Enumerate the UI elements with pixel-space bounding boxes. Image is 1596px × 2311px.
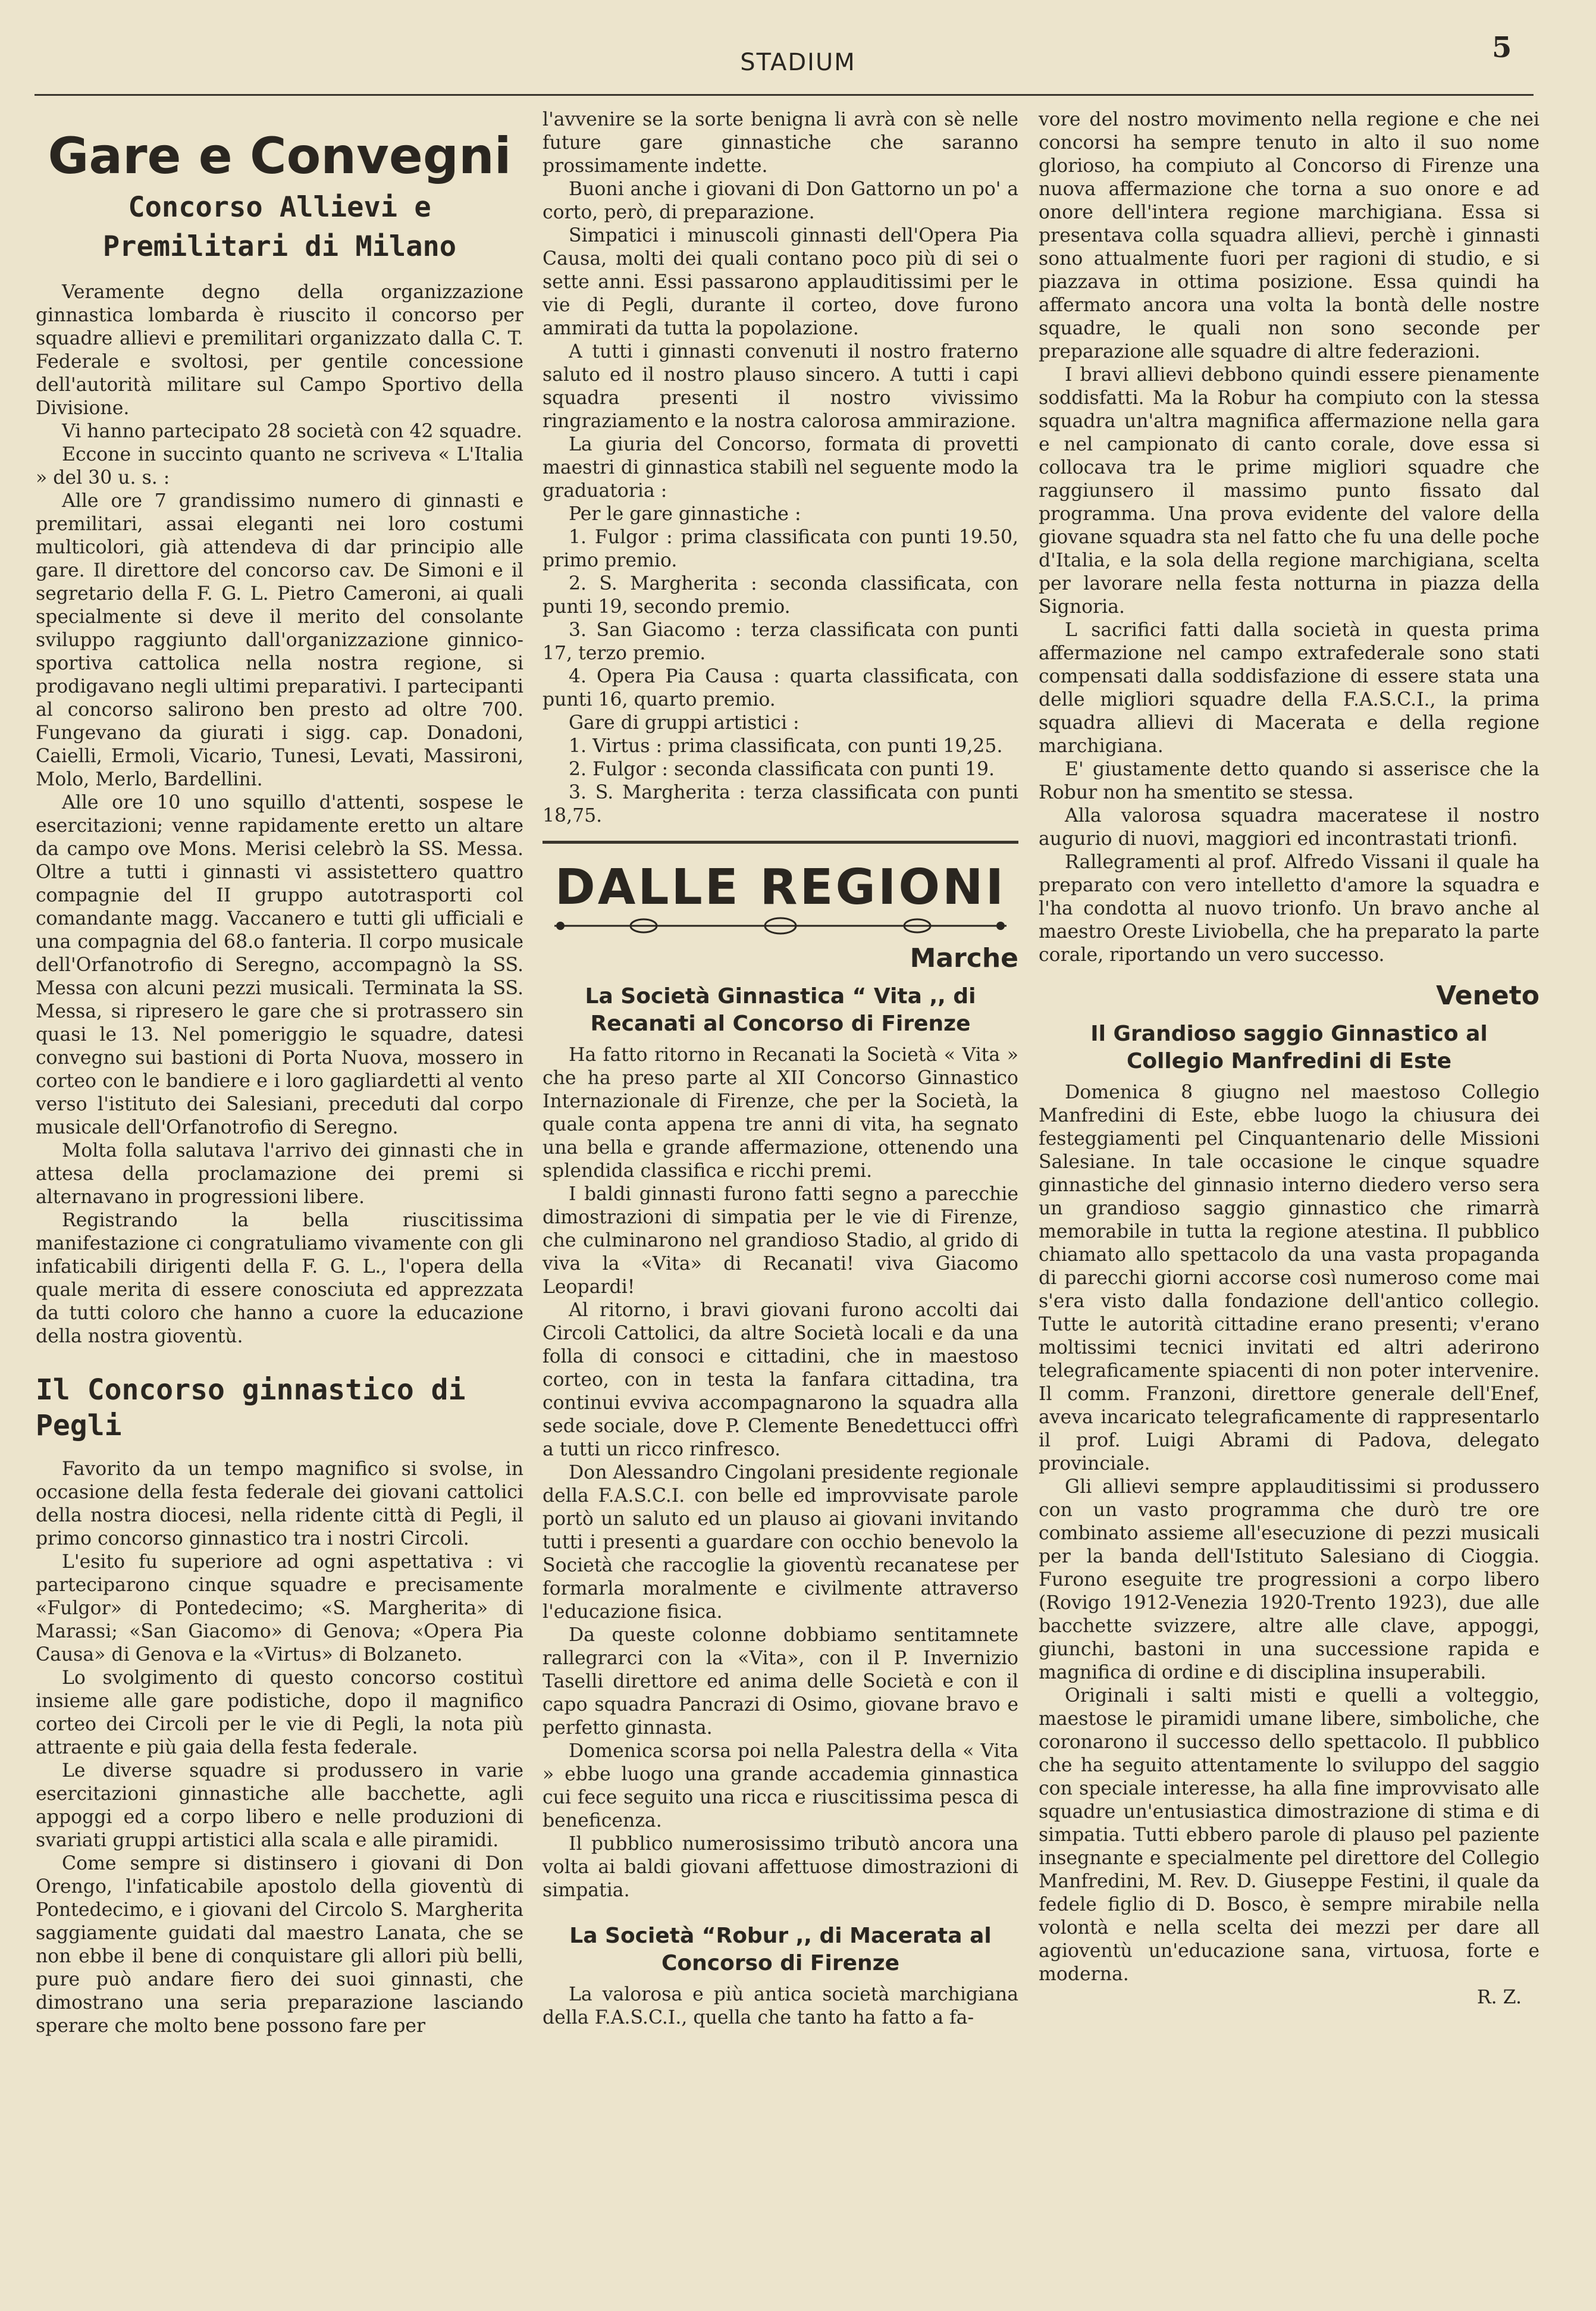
column-2	[543, 108, 1018, 2030]
paragraph: Domenica scorsa poi nella Palestra della « Vita » ebbe luogo una grande accademia ginnastica cui fece seguito una ricca e riuscitissima pesca di beneficenza.	[543, 1740, 1018, 1831]
paragraph: Eccone in succinto quanto ne scriveva « L'Italia » del 30 u. s. :	[36, 444, 523, 488]
paragraph: Domenica 8 giugno nel maestoso Collegio Manfredini di Este, ebbe luogo la chiusura dei festeggiamenti pel Cinquantenario delle Missioni Salesiane. In tale occasione le cinque squadre ginnastiche del ginnasio interno diedero verso sera un grandioso saggio ginnastico che rimarrà memorabile in tutta la regione atestina. Il pubblico chiamato allo spettacolo da una vasta propaganda di parecchi giorni accorse così numeroso come mai s'era visto dalla fondazione dell'antico collegio. Tutte le autorità cittadine erano presenti; v'erano moltissimi tecnici invitati ed altri aderirono telegraficamente spiacenti di non poter intervenire. Il comm. Franzoni, direttore generale dell'Enef, aveva incaricato telegraficamente di rappresentarlo il prof. Luigi Abrami di Padova, delegato provinciale.	[1039, 1082, 1539, 1474]
header-rule	[35, 94, 1534, 96]
column-1	[36, 108, 523, 2038]
paragraph: Buoni anche i giovani di Don Gattorno un po' a corto, però, di preparazione.	[543, 179, 1018, 223]
paragraph: l'avvenire se la sorte benigna li avrà con sè nelle future gare ginnastiche che saranno prossimamente indette.	[543, 109, 1018, 177]
paragraph: A tutti i ginnasti convenuti il nostro fraterno saluto ed il nostro plauso sincero. A tutti i capi squadra presenti il nostro vivissimo ringraziamento e la nostra calorosa ammirazione.	[543, 341, 1018, 432]
paragraph: Da queste colonne dobbiamo sentitamnete rallegrarci con la «Vita», con il P. Invernizio Taselli direttore ed anima delle Società e con il capo squadra Pancrazi di Osimo, giovane bravo e perfetto ginnasta.	[543, 1624, 1018, 1739]
list-item: 3. S. Margherita : terza classificata con punti 18,75.	[543, 782, 1018, 826]
list-heading: Per le gare ginnastiche :	[569, 503, 801, 525]
paragraph: Favorito da un tempo magnifico si svolse, in occasione della festa federale dei giovani cattolici della nostra diocesi, nella ridente città di Pegli, il primo concorso ginnastico tra i nostri Circoli.	[36, 1458, 523, 1549]
article-title: La Società “Robur ,, di Macerata al Concorso di Firenze	[569, 1924, 992, 1975]
paragraph: Alla valorosa squadra maceratese il nostro augurio di nuovi, maggiori ed incontrastati trionfi.	[1039, 805, 1539, 850]
column-3	[1039, 108, 1539, 2009]
article-title: Concorso Allievi e Premilitari di Milano	[102, 191, 457, 263]
signature: R. Z.	[1476, 1987, 1522, 2008]
paragraph: Veramente degno della organizzazione ginnastica lombarda è riuscito il concorso per squadre allievi e premilitari organizzato dalla C. T. Federale e svoltosi, per gentile concessione dell'autorità militare sul Campo Sportivo della Divisione.	[36, 281, 523, 419]
paragraph: Come sempre si distinsero i giovani di Don Orengo, l'infaticabile apostolo della gioventù di Pontedecimo, e i giovani del Circolo S. Margherita saggiamente guidati dal maestro Lanata, che se non ebbe il bene di conquistare gli allori più belli, pure può andare fiero dei suoi ginnasti, che dimostrano una seria preparazione lasciando sperare che molto bene possono fare per	[36, 1853, 523, 2037]
paragraph: E' giustamente detto quando si asserisce che la Robur non ha smentito se stessa.	[1039, 759, 1539, 803]
paragraph: Gli allievi sempre applauditissimi si produssero con un vasto programma che durò tre ore combinato assieme all'esecuzione di pezzi musicali per la banda dell'Istituto Salesiano di Cioggia. Furono eseguite tre progressioni a corpo libero (Rovigo 1912-Venezia 1920-Trento 1923), due alle bacchette svizzere, altre alle clave, appoggi, giunchi, bastoni in una successione rapida e magnifica di ordine e di disciplina insuperabili.	[1039, 1476, 1539, 1683]
banner-title: DALLE REGIONI	[554, 859, 1006, 916]
paragraph: Simpatici i minuscoli ginnasti dell'Opera Pia Causa, molti dei quali contano poco più di sei o sette anni. Essi passarono applauditissimi per le vie di Pegli, durante il corteo, dove furono ammirati da tutta la popolazione.	[543, 225, 1018, 339]
paragraph: Ha fatto ritorno in Recanati la Società « Vita » che ha preso parte al XII Concorso Ginnastico Internazionale di Firenze, che per la Società, la quale conta appena tre anni di vita, ha segnato una bella e grande affermazione, ottenendo una splendida classifica e ricchi premi.	[543, 1044, 1018, 1182]
page-number: 5	[1492, 31, 1512, 64]
section-title: Gare e Convegni	[48, 127, 512, 185]
ornament-icon	[548, 915, 1012, 937]
region-heading: Veneto	[1436, 981, 1539, 1011]
paragraph: I bravi allievi debbono quindi essere pienamente soddisfatti. Ma la Robur ha compiuto con la stessa squadra un'altra magnifica affermazione nella gara e nel campionato di canto corale, dove essa si collocava tra le prime migliori squadre che raggiunsero il massimo punto fissato dal programma. Una prova evidente del valore della giovane squadra sta nel fatto che fu una delle poche d'Italia, e la sola della regione marchigiana, scelta per lavorare nella festa notturna in piazza della Signoria.	[1039, 364, 1539, 618]
paragraph: L'esito fu superiore ad ogni aspettativa : vi parteciparono cinque squadre e precisamente «Fulgor» di Pontedecimo; «S. Margherita» di Marassi; «San Giacomo» di Genova; «Opera Pia Causa» di Genova e la «Virtus» di Bolzaneto.	[36, 1551, 523, 1665]
paragraph: Vi hanno partecipato 28 società con 42 squadre.	[62, 421, 522, 442]
paragraph: Rallegramenti al prof. Alfredo Vissani il quale ha preparato con vero intelletto d'amore la squadra e l'ha condotta al nuovo trionfo. Un bravo anche al maestro Oreste Liviobella, che ha preparato la parte corale, riportando un vero successo.	[1039, 851, 1539, 966]
list-item: 2. S. Margherita : seconda classificata, con punti 19, secondo premio.	[543, 573, 1018, 618]
paragraph: Registrando la bella riuscitissima manifestazione ci congratuliamo vivamente con gli infaticabili dirigenti della F. G. L., l'opera della quale merita di essere conosciuta ed apprezzata da tutti coloro che hanno a cuore la educazione della nostra gioventù.	[36, 1210, 523, 1347]
article-title: Il Grandioso saggio Ginnastico al Collegio Manfredini di Este	[1090, 1022, 1488, 1073]
paragraph: Il pubblico numerosissimo tributò ancora una volta ai baldi giovani affettuose dimostrazioni di simpatia.	[543, 1833, 1018, 1901]
list-item: 2. Fulgor : seconda classificata con punti 19.	[569, 759, 995, 780]
paragraph: Le diverse squadre si produssero in varie esercitazioni ginnastiche alle bacchette, agli appoggi ed a corpo libero e nelle produzioni di svariati gruppi artistici alla scala e alle piramidi.	[36, 1760, 523, 1851]
list-item: 4. Opera Pia Causa : quarta classificata, con punti 16, quarto premio.	[543, 666, 1018, 710]
paragraph: La giuria del Concorso, formata di provetti maestri di ginnastica stabilì nel seguente modo la graduatoria :	[543, 434, 1018, 502]
paragraph: La valorosa e più antica società marchigiana della F.A.S.C.I., quella che tanto ha fatto a fa-	[543, 1984, 1018, 2028]
list-item: 1. Fulgor : prima classificata con punti 19.50, primo premio.	[543, 527, 1018, 571]
paragraph: Lo svolgimento di questo concorso costituì insieme alle gare podistiche, dopo il magnifico corteo dei Circoli per le vie di Pegli, la nota più attraente e più gaia della festa federale.	[36, 1667, 523, 1758]
paragraph: vore del nostro movimento nella regione e che nei concorsi ha sempre tenuto in alto il suo nome glorioso, ha compiuto al Concorso di Firenze una nuova affermazione che torna a suo onore e ad onore dell'intera regione marchigiana. Essa si presentava colla squadra allievi, perchè i ginnasti sono attualmente fuori per ragioni di studio, e si piazzava in ottima posizione. Essa quindi ha affermato ancora una volta la bontà delle nostre squadre, le quali non sono seconde per preparazione alle squadre di altre federazioni.	[1039, 109, 1539, 362]
paragraph: Alle ore 7 grandissimo numero di ginnasti e premilitari, assai eleganti nei loro costumi multicolori, già attendeva di dar principio alle gare. Il direttore del concorso cav. De Simoni e il segretario della F. G. L. Pietro Cameroni, ai quali specialmente si deve il merito del consolante sviluppo raggiunto dall'organizzazione ginnico-sportiva cattolica nella nostra regione, si prodigavano negli ultimi preparativi. I partecipanti al concorso salirono ben presto ad oltre 700. Fungevano da giurati i sigg. cap. Donadoni, Caielli, Ermoli, Vicario, Tunesi, Levati, Massironi, Molo, Merlo, Bardellini.	[36, 490, 523, 790]
regions-banner	[543, 860, 1018, 937]
list-heading: Gare di gruppi artistici :	[569, 712, 799, 734]
paragraph: Al ritorno, i bravi giovani furono accolti dai Circoli Cattolici, da altre Società locali e da una folla di consoci e cittadini, che in maestoso corteo, con in testa la fanfara cittadina, tra continui evviva accompagnarono la squadra alla sede sociale, dove P. Clemente Benedettucci offrì a tutti un ricco rinfresco.	[543, 1299, 1018, 1460]
section-divider	[543, 841, 1018, 844]
paragraph: Originali i salti misti e quelli a volteggio, maestose le piramidi umane libere, simboliche, che coronarono il successo dello spettacolo. Il pubblico che ha seguito attentamente lo sviluppo del saggio con speciale interesse, ha alla fine improvvisato alle squadre un'entusiastica dimostrazione di stima e di simpatia. Tutti ebbero parole di plauso pel paziente insegnante e specialmente pel direttore del Collegio Manfredini, M. Rev. D. Giuseppe Festini, il quale da fedele figlio di D. Bosco, è sempre mirabile nella volontà e nella scelta dei mezzi per dare all agioventù un'educazione sana, virtuosa, forte e moderna.	[1039, 1685, 1539, 1985]
article-title: Il Concorso ginnastico di Pegli	[36, 1373, 466, 1442]
article-title: La Società Ginnastica “ Vita ,, di Recanati al Concorso di Firenze	[585, 984, 976, 1036]
paragraph: Molta folla salutava l'arrivo dei ginnasti che in attesa della proclamazione dei premi si alternavano in progressioni libere.	[36, 1140, 523, 1208]
paragraph: L sacrifici fatti dalla società in questa prima affermazione nel campo extrafederale sono stati compensati dalla soddisfazione di essere stata una delle migliori squadre della F.A.S.C.I., la prima squadra allievi di Macerata e della regione marchigiana.	[1039, 619, 1539, 757]
paragraph: Alle ore 10 uno squillo d'attenti, sospese le esercitazioni; venne rapidamente eretto un altare da campo ove Mons. Merisi celebrò la SS. Messa. Oltre a tutti i ginnasti vi assistettero quattro compagnie del II gruppo autotrasporti col comandante magg. Vaccanero e tutti gli ufficiali e una compagnia del 68.o fanteria. Il corpo musicale dell'Orfanotrofio di Seregno, accompagnò la SS. Messa con alcuni pezzi musicali. Terminata la SS. Messa, si ripresero le gare che si protrassero sin quasi le 13. Nel pomeriggio le squadre, datesi convegno sui bastioni di Porta Nuova, mossero in corteo con le bandiere e i loro gagliardetti al vento verso l'istituto dei Salesiani, preceduti dal corpo musicale dell'Orfanotrofio di Seregno.	[36, 792, 523, 1138]
paragraph: Don Alessandro Cingolani presidente regionale della F.A.S.C.I. con belle ed improvvisate parole portò un saluto ed un plauso ai giovani invitando tutti i presenti a guardare con occhio benevolo la Società che raccoglie la gioventù recanatese per formarla moralmente e civilmente attraverso l'educazione fisica.	[543, 1462, 1018, 1623]
paragraph: I baldi ginnasti furono fatti segno a parecchie dimostrazioni di simpatia per le vie di Firenze, che culminarono nel grandioso Stadio, al grido di viva la «Vita» di Recanati! viva Giacomo Leopardi!	[543, 1183, 1018, 1298]
list-item: 3. San Giacomo : terza classificata con punti 17, terzo premio.	[543, 619, 1018, 664]
list-item: 1. Virtus : prima classificata, con punti 19,25.	[569, 735, 1003, 757]
region-heading: Marche	[910, 943, 1018, 973]
masthead-title: STADIUM	[740, 49, 856, 76]
